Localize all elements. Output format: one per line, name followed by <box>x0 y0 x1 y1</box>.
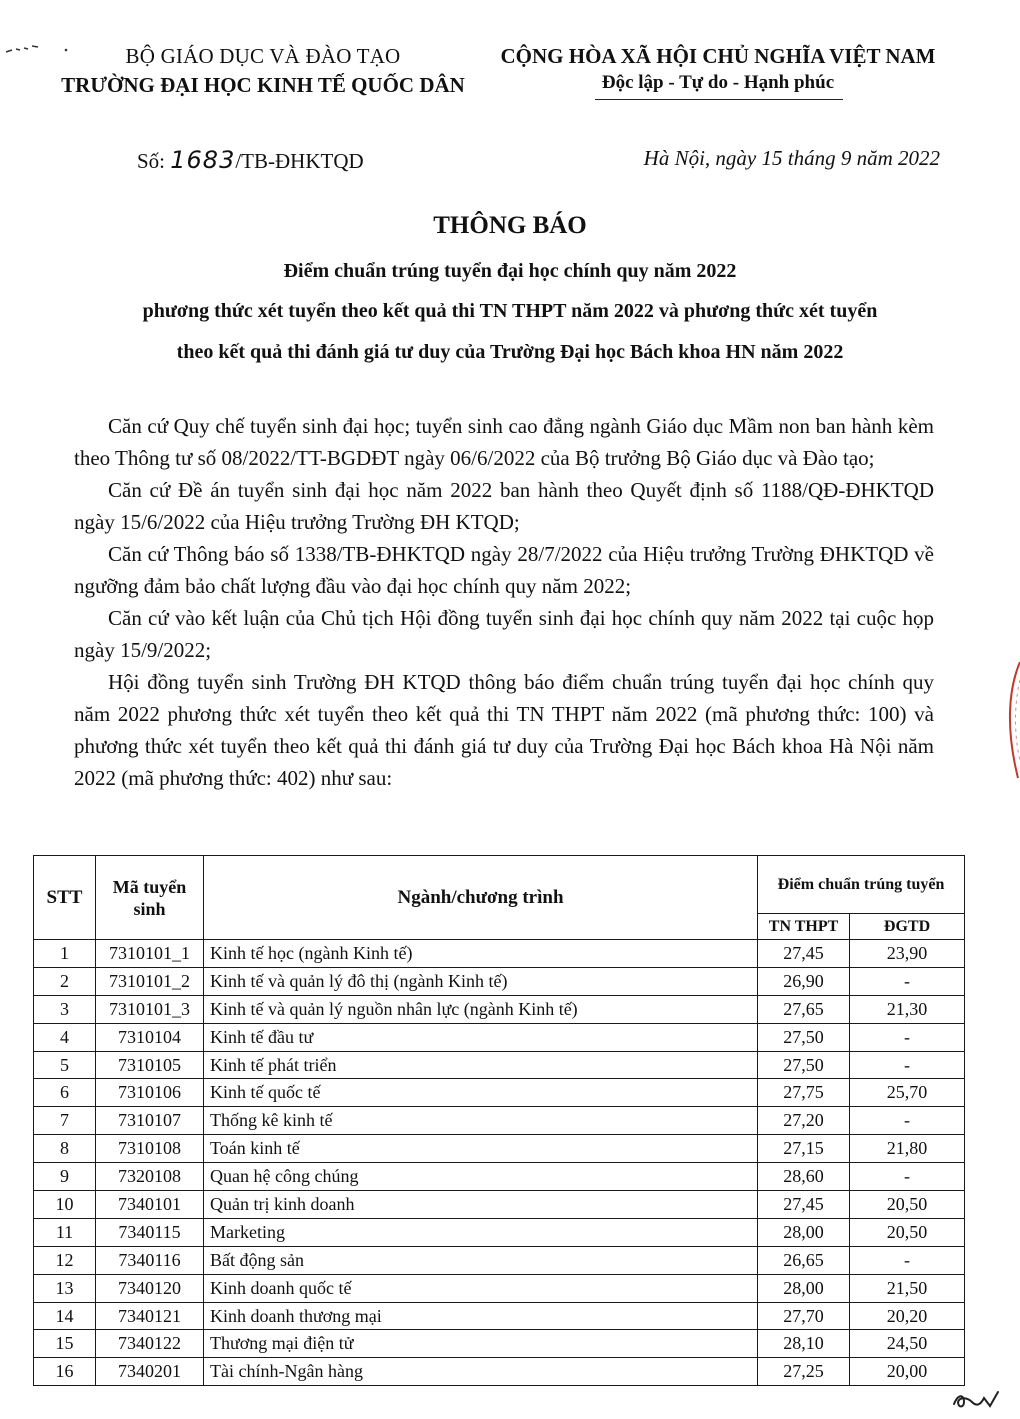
row-score-dgtd: 20,50 <box>850 1191 965 1219</box>
national-motto: Độc lập - Tự do - Hạnh phúc <box>601 72 835 93</box>
document-subtitle-3: theo kết quả thi đánh giá tư duy của Trường Đại học Bách khoa HN năm 2022 <box>176 341 844 363</box>
row-score-dgtd: - <box>850 1246 965 1274</box>
row-code: 7340120 <box>96 1274 204 1302</box>
row-score-tn-thpt: 28,00 <box>758 1218 850 1246</box>
row-code: 7310107 <box>96 1107 204 1135</box>
row-stt: 16 <box>34 1358 96 1386</box>
header-tn-thpt: TN THPT <box>758 914 850 940</box>
table-row <box>34 1246 965 1274</box>
table-row <box>34 967 965 995</box>
row-code: 7310101_1 <box>96 940 204 968</box>
header-program: Ngành/chương trình <box>204 856 758 940</box>
row-score-tn-thpt: 27,75 <box>758 1079 850 1107</box>
row-stt: 2 <box>34 967 96 995</box>
row-code: 7310104 <box>96 1023 204 1051</box>
row-stt: 12 <box>34 1246 96 1274</box>
row-score-tn-thpt: 27,50 <box>758 1023 850 1051</box>
document-number-prefix: Số: <box>137 149 171 173</box>
row-stt: 10 <box>34 1191 96 1219</box>
row-program: Marketing <box>204 1218 758 1246</box>
row-score-dgtd: 23,90 <box>850 940 965 968</box>
document-title: THÔNG BÁO <box>433 212 587 239</box>
header-stt: STT <box>34 856 96 940</box>
document-date: Hà Nội, ngày 15 tháng 9 năm 2022 <box>643 146 940 170</box>
country-name: CỘNG HÒA XÃ HỘI CHỦ NGHĨA VIỆT NAM <box>500 44 936 68</box>
stamp-edge-icon <box>1004 660 1020 780</box>
university-name: TRƯỜNG ĐẠI HỌC KINH TẾ QUỐC DÂN <box>61 73 465 97</box>
paragraph-5: Hội đồng tuyển sinh Trường ĐH KTQD thông báo điểm chuẩn trúng tuyển đại học chính quy năm 2022 phương thức xét tuyển theo kết quả thi TN THPT năm 2022 (mã phương thức: 100) và phương thức xét tuyển theo kết quả thi đánh giá tư duy của Trường Đại học Bách khoa Hà Nội năm 2022 (mã phương thức: 402) như sau: <box>74 670 934 790</box>
row-stt: 1 <box>34 940 96 968</box>
row-program: Kinh tế học (ngành Kinh tế) <box>204 940 758 968</box>
paragraph-3: Căn cứ Thông báo số 1338/TB-ĐHKTQD ngày 28/7/2022 của Hiệu trưởng Trường ĐHKTQD về ngưỡng đảm bảo chất lượng đầu vào đại học chính quy năm 2022; <box>74 542 934 598</box>
row-stt: 3 <box>34 995 96 1023</box>
table-row <box>34 1302 965 1330</box>
admission-scores-table <box>33 855 965 1386</box>
table-row <box>34 1191 965 1219</box>
table-row <box>34 1107 965 1135</box>
row-score-dgtd: - <box>850 1051 965 1079</box>
motto-underline <box>595 99 843 100</box>
row-stt: 6 <box>34 1079 96 1107</box>
row-program: Thương mại điện tử <box>204 1330 758 1358</box>
row-score-dgtd: 20,20 <box>850 1302 965 1330</box>
paragraph-2: Căn cứ Đề án tuyển sinh đại học năm 2022 ban hành theo Quyết định số 1188/QĐ-ĐHKTQD ngày 15/6/2022 của Hiệu trưởng Trường ĐH KTQD; <box>74 478 934 534</box>
table-row <box>34 995 965 1023</box>
table-header-row <box>34 856 965 914</box>
row-score-tn-thpt: 27,65 <box>758 995 850 1023</box>
row-score-dgtd: 21,50 <box>850 1274 965 1302</box>
row-score-dgtd: 21,30 <box>850 995 965 1023</box>
row-stt: 15 <box>34 1330 96 1358</box>
row-code: 7310108 <box>96 1135 204 1163</box>
table-row <box>34 1274 965 1302</box>
table-row <box>34 1051 965 1079</box>
row-code: 7340101 <box>96 1191 204 1219</box>
row-code: 7340121 <box>96 1302 204 1330</box>
document-body <box>74 410 934 794</box>
row-code: 7340116 <box>96 1246 204 1274</box>
row-program: Kinh tế và quản lý đô thị (ngành Kinh tế) <box>204 967 758 995</box>
row-score-dgtd: 25,70 <box>850 1079 965 1107</box>
row-stt: 13 <box>34 1274 96 1302</box>
row-program: Tài chính-Ngân hàng <box>204 1358 758 1386</box>
paragraph-1: Căn cứ Quy chế tuyển sinh đại học; tuyển sinh cao đẳng ngành Giáo dục Mầm non ban hành kèm theo Thông tư số 08/2022/TT-BGDĐT ngày 06/6/2022 của Bộ trưởng Bộ Giáo dục và Đào tạo; <box>74 414 934 470</box>
paragraph-4: Căn cứ vào kết luận của Chủ tịch Hội đồng tuyển sinh đại học chính quy năm 2022 tại cuộc họp ngày 15/9/2022; <box>74 606 934 662</box>
row-stt: 9 <box>34 1163 96 1191</box>
table-row <box>34 1023 965 1051</box>
row-program: Kinh doanh thương mại <box>204 1302 758 1330</box>
row-score-tn-thpt: 26,90 <box>758 967 850 995</box>
row-stt: 5 <box>34 1051 96 1079</box>
row-stt: 14 <box>34 1302 96 1330</box>
row-program: Kinh tế phát triển <box>204 1051 758 1079</box>
row-score-dgtd: - <box>850 1023 965 1051</box>
row-program: Kinh doanh quốc tế <box>204 1274 758 1302</box>
table-row <box>34 1218 965 1246</box>
row-program: Quan hệ công chúng <box>204 1163 758 1191</box>
document-subtitle-2: phương thức xét tuyển theo kết quả thi TN THPT năm 2022 và phương thức xét tuyển <box>142 300 878 322</box>
row-stt: 8 <box>34 1135 96 1163</box>
row-program: Bất động sản <box>204 1246 758 1274</box>
row-stt: 4 <box>34 1023 96 1051</box>
row-code: 7340115 <box>96 1218 204 1246</box>
header-score: Điểm chuẩn trúng tuyển <box>758 856 965 914</box>
row-program: Kinh tế và quản lý nguồn nhân lực (ngành Kinh tế) <box>204 995 758 1023</box>
row-program: Kinh tế đầu tư <box>204 1023 758 1051</box>
row-score-dgtd: - <box>850 1107 965 1135</box>
row-stt: 11 <box>34 1218 96 1246</box>
row-score-dgtd: - <box>850 1163 965 1191</box>
row-score-tn-thpt: 27,45 <box>758 940 850 968</box>
row-score-tn-thpt: 27,15 <box>758 1135 850 1163</box>
row-score-tn-thpt: 28,00 <box>758 1274 850 1302</box>
row-score-tn-thpt: 27,25 <box>758 1358 850 1386</box>
row-score-tn-thpt: 26,65 <box>758 1246 850 1274</box>
header-code: Mã tuyển sinh <box>96 856 204 940</box>
row-code: 7340122 <box>96 1330 204 1358</box>
row-score-dgtd: 20,50 <box>850 1218 965 1246</box>
document-subtitle-1: Điểm chuẩn trúng tuyển đại học chính quy năm 2022 <box>283 260 737 282</box>
handwritten-initials-icon <box>950 1386 1006 1412</box>
row-code: 7340201 <box>96 1358 204 1386</box>
row-code: 7310105 <box>96 1051 204 1079</box>
table-row <box>34 1358 965 1386</box>
document-number-suffix: /TB-ĐHKTQD <box>235 149 364 173</box>
row-score-tn-thpt: 27,20 <box>758 1107 850 1135</box>
row-code: 7310106 <box>96 1079 204 1107</box>
row-score-tn-thpt: 27,70 <box>758 1302 850 1330</box>
document-number <box>137 146 364 174</box>
row-program: Kinh tế quốc tế <box>204 1079 758 1107</box>
row-score-dgtd: - <box>850 967 965 995</box>
row-score-tn-thpt: 27,45 <box>758 1191 850 1219</box>
table-row <box>34 940 965 968</box>
row-score-dgtd: 24,50 <box>850 1330 965 1358</box>
row-program: Toán kinh tế <box>204 1135 758 1163</box>
row-score-dgtd: 21,80 <box>850 1135 965 1163</box>
header-dgtd: ĐGTD <box>850 914 965 940</box>
row-program: Thống kê kinh tế <box>204 1107 758 1135</box>
row-score-tn-thpt: 28,10 <box>758 1330 850 1358</box>
row-stt: 7 <box>34 1107 96 1135</box>
row-code: 7310101_3 <box>96 995 204 1023</box>
document-number-value: 1683 <box>170 146 236 174</box>
row-code: 7310101_2 <box>96 967 204 995</box>
row-score-tn-thpt: 27,50 <box>758 1051 850 1079</box>
row-program: Quản trị kinh doanh <box>204 1191 758 1219</box>
table-row <box>34 1079 965 1107</box>
table-row <box>34 1163 965 1191</box>
row-score-tn-thpt: 28,60 <box>758 1163 850 1191</box>
ministry-name: BỘ GIÁO DỤC VÀ ĐÀO TẠO <box>125 44 401 68</box>
row-code: 7320108 <box>96 1163 204 1191</box>
table-body <box>34 940 965 1386</box>
row-score-dgtd: 20,00 <box>850 1358 965 1386</box>
table-row <box>34 1330 965 1358</box>
table-row <box>34 1135 965 1163</box>
